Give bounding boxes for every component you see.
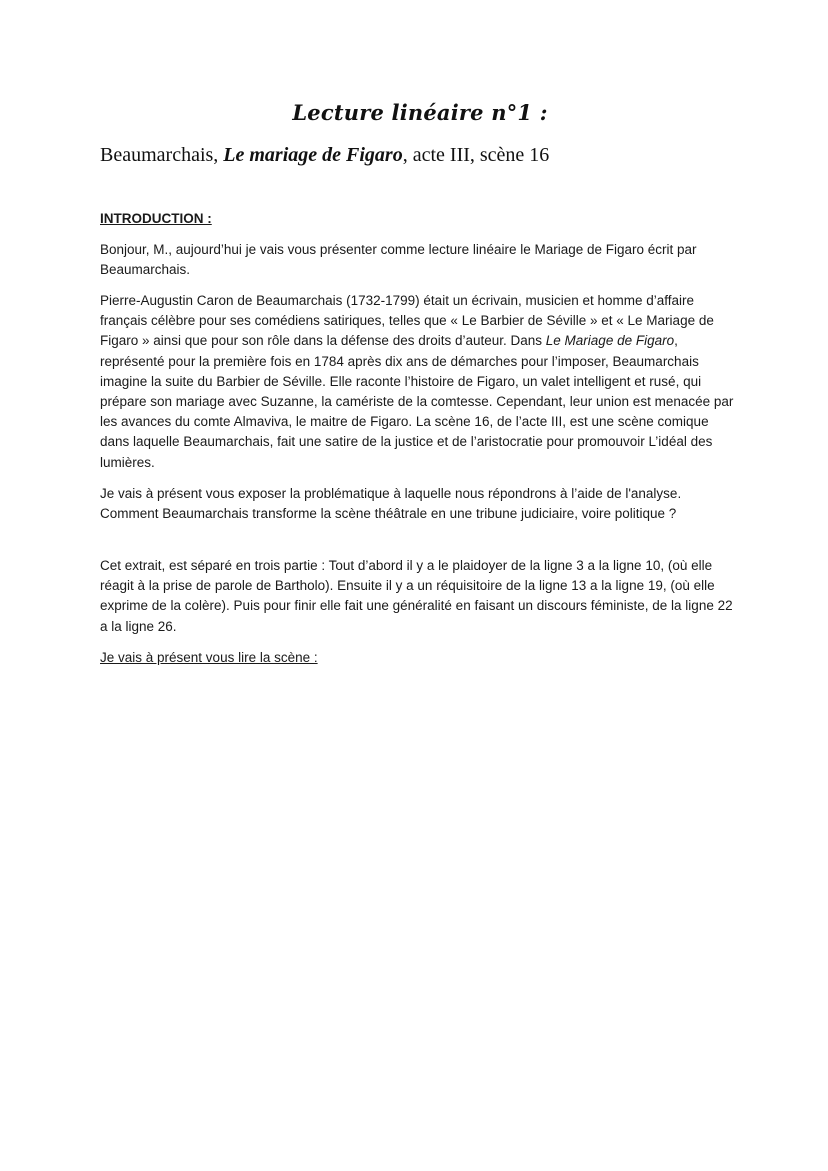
document-title: Lecture linéaire n°1 : (292, 100, 548, 125)
paragraph-context-work-title: Le Mariage de Figaro (545, 333, 675, 349)
paragraph-problematic: Je vais à présent vous exposer la problématique à laquelle nous répondrons à l’aide de l'analyse. Comment Beaumarchais transforme la scène théâtrale en une tribune judiciaire, voire politique ? (100, 486, 682, 522)
reading-announcement: Je vais à présent vous lire la scène : (100, 650, 318, 665)
introduction-heading: INTRODUCTION : (100, 211, 212, 226)
document-subtitle (100, 144, 740, 167)
paragraph-context-part-b: , représenté pour la première fois en 1784 après dix ans de démarches pour l’imposer, Beaumarchais imagine la suite du Barbier de Séville. Elle raconte l’histoire de Figaro, un valet intelligent et rusé, qui prépare son mariage avec Suzanne, la caméristе de la comtesse. Cependant, leur union est menacée par les avances du comte Almaviva, le maitre de Figaro. La scène 16, de l’acte III, est une scène comique dans laquelle Beaumarchais, fait une satire de la justice et de l’aristocratie pour promouvoir L’idéal des lumières. (100, 333, 734, 470)
paragraph-context (100, 291, 740, 473)
subtitle-author: Beaumarchais, (100, 144, 224, 166)
subtitle-act-scene: , acte III, scène 16 (402, 144, 550, 166)
subtitle-work: Le mariage de Figaro (223, 144, 403, 166)
paragraph-context-part-a: Pierre-Augustin Caron de Beaumarchais (1732-1799) était un écrivain, musicien et homme d’affaire français célèbre pour ses comédiens satiriques, telles que « Le Barbier de Séville » et « Le Mariage de Figaro » ainsi que pour son rôle dans la défense des droits d’auteur. Dans (100, 293, 714, 349)
paragraph-structure: Cet extrait, est séparé en trois partie : Tout d’abord il y a le plaidoyer de la ligne 3 a la ligne 10, (où elle réagit à la prise de parole de Bartholo). Ensuite il y a un réquisitoire de la ligne 13 a la ligne 19, (où elle exprime de la colère). Puis pour finir elle fait une généralité en faisant un discours féministe, de la ligne 22 a la ligne 26. (100, 558, 733, 634)
paragraph-greeting: Bonjour, M., aujourd’hui je vais vous présenter comme lecture linéaire le Mariage de Figaro écrit par Beaumarchais. (100, 242, 697, 278)
